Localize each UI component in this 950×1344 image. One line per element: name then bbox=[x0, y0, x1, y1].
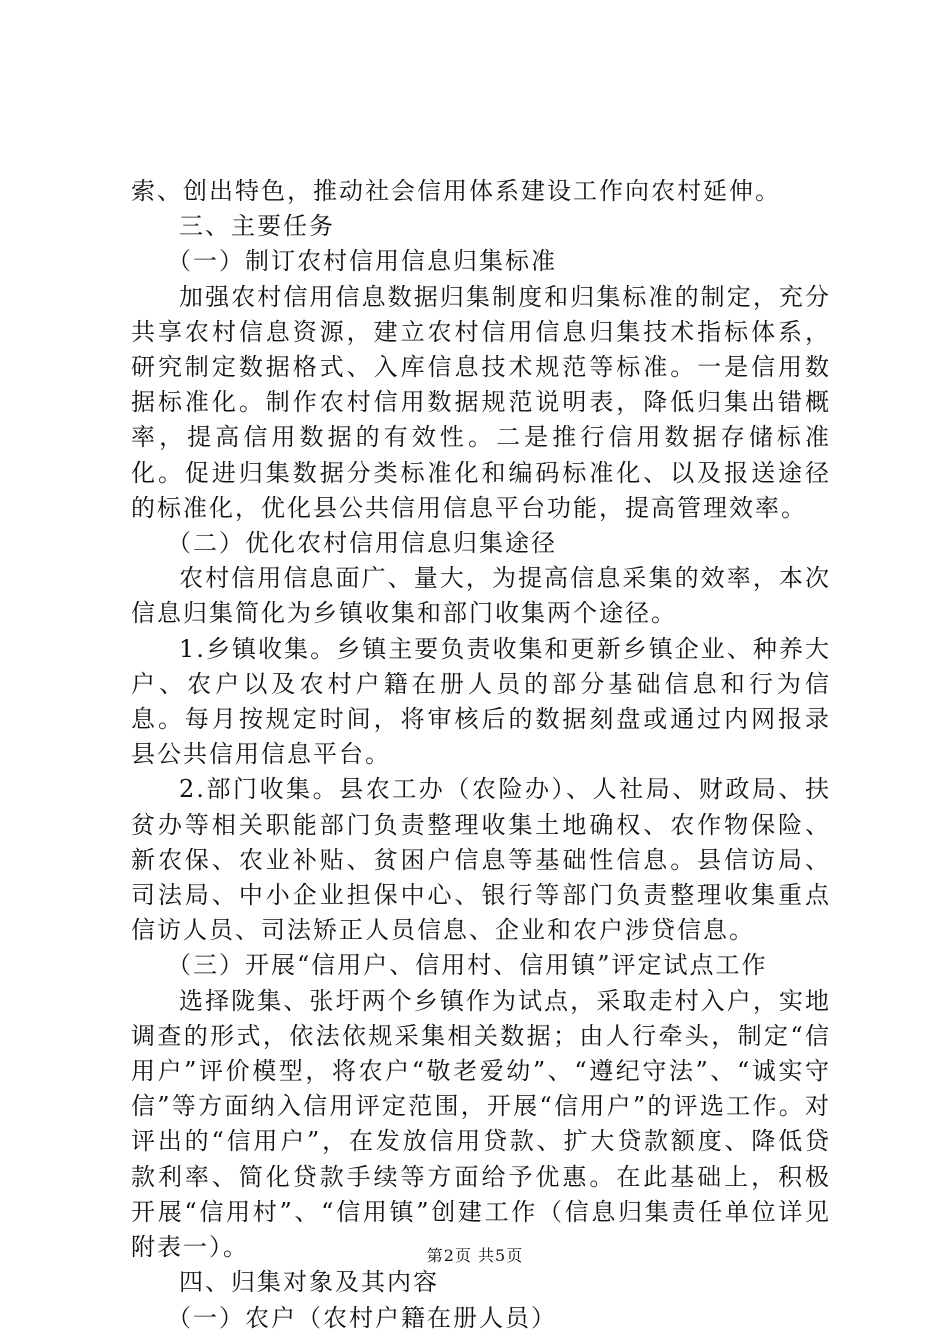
subsection-heading-1: （一）制订农村信用信息归集标准 bbox=[167, 247, 557, 276]
subsection-heading-2: （二）优化农村信用信息归集途径 bbox=[167, 529, 557, 558]
subsection-heading-3: （三）开展“信用户、信用村、信用镇”评定试点工作 bbox=[167, 951, 768, 980]
page-number-footer: 第2页 共5页 bbox=[426, 1246, 524, 1265]
section-heading-main-tasks: 三、主要任务 bbox=[179, 212, 335, 241]
paragraph: 加强农村信用信息数据归集制度和归集标准的制定，充分共享农村信息资源，建立农村信用信息归集技术指标体系，研究制定数据格式、入库信息技术规范等标准。一是信用数据标准化。制作农村信用数据规范说明表，降低归集出错概率，提高信用数据的有效性。二是推行信用数据存储标准化。促进归集数据分类标准化和编码标准化、以及报送途径的标准化，优化县公共信用信息平台功能，提高管理效率。 bbox=[131, 282, 831, 522]
paragraph: 选择陇集、张圩两个乡镇作为试点，采取走村入户，实地调查的形式，依法依规采集相关数据；由人行牵头，制定“信用户”评价模型，将农户“敬老爱幼”、“遵纪守法”、“诚实守信”等方面纳入信用评定范围，开展“信用户”的评选工作。对评出的“信用户”，在发放信用贷款、扩大贷款额度、降低贷款利率、简化贷款手续等方面给予优惠。在此基础上，积极开展“信用村”、“信用镇”创建工作（信息归集责任单位详见附表一）。 bbox=[131, 986, 831, 1262]
paragraph: 农村信用信息面广、量大，为提高信息采集的效率，本次信息归集简化为乡镇收集和部门收集两个途径。 bbox=[131, 564, 831, 628]
document-body bbox=[131, 174, 831, 1336]
section-heading-collection-objects: 四、归集对象及其内容 bbox=[179, 1268, 439, 1297]
subsection-heading-farmers: （一）农户（农村户籍在册人员） bbox=[167, 1303, 557, 1332]
paragraph-continuation: 索、创出特色，推动社会信用体系建设工作向农村延伸。 bbox=[131, 177, 781, 205]
paragraph-item-1: 1.乡镇收集。乡镇主要负责收集和更新乡镇企业、种养大户、农户以及农村户籍在册人员的部分基础信息和行为信息。每月按规定时间，将审核后的数据刻盘或通过内网报录县公共信用信息平台。 bbox=[131, 634, 831, 769]
paragraph-item-2: 2.部门收集。县农工办（农险办）、人社局、财政局、扶贫办等相关职能部门负责整理收集土地确权、农作物保险、新农保、农业补贴、贫困户信息等基础性信息。县信访局、司法局、中小企业担保中心、银行等部门负责整理收集重点信访人员、司法矫正人员信息、企业和农户涉贷信息。 bbox=[131, 775, 831, 945]
